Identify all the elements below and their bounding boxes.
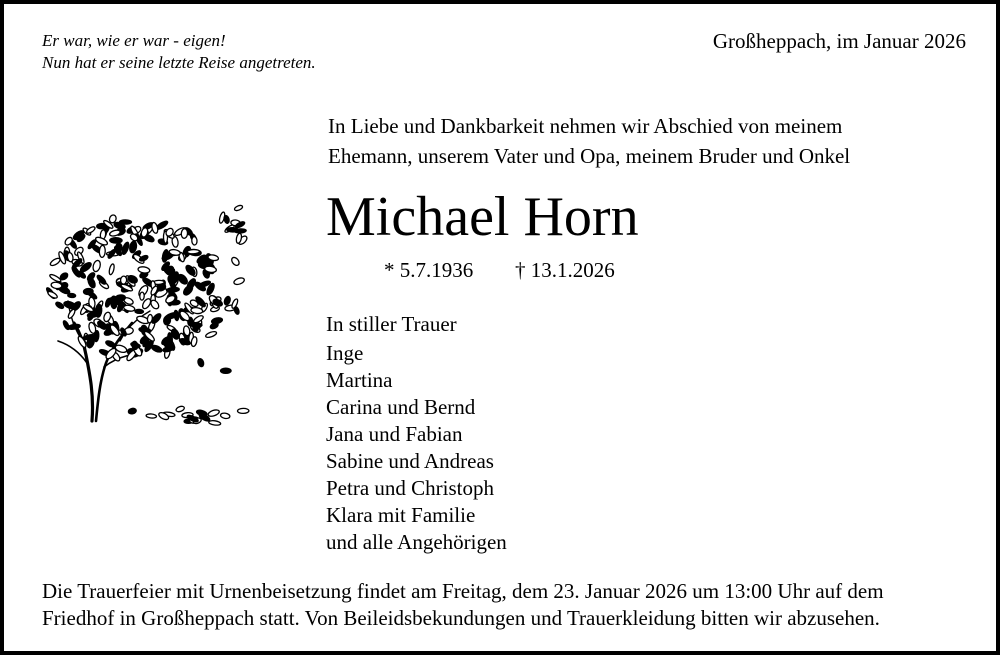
tree-leaves: [45, 204, 249, 425]
leaf-icon: [230, 256, 240, 267]
leaf-icon: [207, 409, 220, 418]
place-date: Großheppach, im Januar 2026: [712, 29, 966, 53]
leaf-icon: [192, 236, 198, 245]
leaf-icon: [223, 215, 230, 224]
leaf-icon: [187, 249, 199, 254]
mourners-lead: In stiller Trauer: [326, 312, 457, 336]
leaf-icon: [181, 228, 188, 238]
leaf-icon: [211, 317, 223, 325]
mourner-name: Martina: [326, 368, 393, 392]
death-date: † 13.1.2026: [515, 258, 615, 282]
mourners-list: [326, 340, 507, 556]
leaf-icon: [151, 344, 163, 353]
mourner-name: Petra und Christoph: [326, 476, 494, 500]
leaf-icon: [87, 276, 97, 288]
leaf-icon: [146, 414, 157, 419]
leaf-icon: [234, 204, 244, 211]
leaf-icon: [205, 330, 217, 338]
leaf-icon: [237, 408, 248, 413]
leaf-icon: [139, 254, 149, 262]
leaf-icon: [83, 288, 93, 295]
leaf-icon: [128, 408, 137, 415]
leaf-icon: [92, 260, 102, 273]
leaf-icon: [49, 273, 62, 283]
leaf-icon: [150, 312, 162, 325]
motto-line-2: Nun hat er seine letzte Reise angetreten.: [42, 53, 316, 72]
leaf-icon: [47, 290, 58, 299]
leaf-icon: [208, 420, 220, 426]
leaf-icon: [193, 314, 205, 324]
leaf-icon: [221, 368, 232, 373]
leaf-icon: [175, 405, 185, 412]
leaf-icon: [163, 315, 171, 325]
leaf-icon: [177, 273, 189, 286]
leaf-icon: [55, 301, 65, 310]
mourner-name: Carina und Bernd: [326, 395, 476, 419]
leaf-icon: [138, 266, 151, 274]
service-line-1: Die Trauerfeier mit Urnenbeisetzung findet am Freitag, dem 23. Januar 2026 um 13:00 Uhr auf dem: [42, 579, 884, 603]
leaf-icon: [67, 308, 76, 319]
motto: [42, 30, 316, 74]
leaf-icon: [140, 292, 145, 300]
leaf-icon: [86, 226, 96, 235]
tree-with-falling-leaves-icon: [40, 195, 255, 435]
leaf-icon: [99, 245, 105, 257]
service-line-2: Friedhof in Großheppach statt. Von Beileidsbekundungen und Trauerkleidung bitten wir abzusehen.: [42, 606, 880, 630]
leaf-icon: [166, 287, 179, 293]
intro-text: [328, 111, 850, 171]
deceased-name: Michael Horn: [326, 186, 639, 248]
leaf-icon: [184, 264, 196, 277]
leaf-icon: [233, 277, 245, 286]
leaf-icon: [197, 358, 205, 368]
leaf-icon: [95, 236, 109, 247]
mourners: [326, 310, 507, 556]
leaf-icon: [120, 276, 127, 285]
leaf-icon: [110, 238, 122, 244]
leaf-icon: [108, 263, 115, 275]
mourner-name: Klara mit Familie: [326, 503, 476, 527]
mourner-name: Sabine und Andreas: [326, 449, 494, 473]
leaf-icon: [220, 412, 230, 419]
birth-date: * 5.7.1936: [384, 258, 474, 282]
leaf-icon: [105, 340, 116, 348]
intro-line-2: Ehemann, unserem Vater und Opa, meinem Bruder und Onkel: [328, 144, 851, 168]
leaf-icon: [234, 229, 246, 234]
leaf-icon: [223, 296, 231, 306]
motto-line-1: Er war, wie er war - eigen!: [42, 31, 226, 50]
leaf-icon: [135, 309, 144, 313]
leaf-icon: [109, 229, 121, 237]
intro-line-1: In Liebe und Dankbarkeit nehmen wir Abschied von meinem: [328, 114, 843, 138]
mourner-name: Inge: [326, 341, 364, 365]
mourner-name: Jana und Fabian: [326, 422, 463, 446]
leaf-icon: [63, 300, 76, 309]
leaf-icon: [151, 222, 159, 234]
mourner-name: und alle Angehörigen: [326, 530, 507, 554]
leaf-icon: [121, 241, 130, 255]
leaf-icon: [49, 257, 61, 267]
service-info: [42, 578, 884, 632]
